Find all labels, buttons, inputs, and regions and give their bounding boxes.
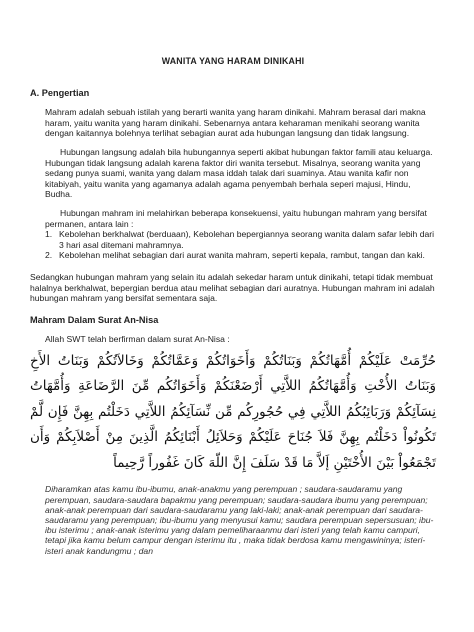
paragraph: Sedangkan hubungan mahram yang selain itu adalah sekedar haram untuk dinikahi, tetapi tidak membuat halalnya berkhalwat, bepergian berdua atau melihat sebagian dari auratnya. Hubungan mahram ini adalah hubungan mahram yang bersifat sementara saja. — [30, 271, 435, 304]
list-text: Kebolehan melihat sebagian dari aurat wanita mahram, seperti kepala, rambut, tangan dan kaki. — [59, 250, 425, 261]
list-number: 2. — [45, 250, 53, 261]
arabic-verse: حُرِّمَتْ عَلَيْكُمْ أُمَّهَاتُكُمْ وَبَنَاتُكُمْ وَأَخَوَاتُكُمْ وَعَمَّاتُكُمْ وَخَالاَتُكُمْ وَبَنَاتُ الأَخِ وَبَنَاتُ الأُخْتِ وَأُمَّهَاتُكُمُ اللاَّتِي أَرْضَعْنَكُمْ وَأَخَوَاتُكُم مِّنَ الرَّضَاعَةِ وَأُمَّهَاتُ نِسَآئِكُمْ وَرَبَائِبُكُمُ اللاَّتِي فِي حُجُورِكُم مِّن نِّسَآئِكُمُ اللاَّتِي دَخَلْتُم بِهِنَّ فَإِن لَّمْ تَكُونُواْ دَخَلْتُم بِهِنَّ فَلاَ جُنَاحَ عَلَيْكُمْ وَحَلاَئِلُ أَبْنَائِكُمُ الَّذِينَ مِنْ أَصْلاَبِكُمْ وَأَن تَجْمَعُواْ بَيْنَ الأُخْتَيْنِ إَلاَّ مَا قَدْ سَلَفَ إِنَّ اللّهَ كَانَ غَفُوراً رَّحِيماً — [30, 352, 436, 471]
list-item — [45, 250, 436, 261]
paragraph: Hubungan mahram ini melahirkan beberapa konsekuensi, yaitu hubungan mahram yang bersifat permanen, antara lain : — [45, 207, 427, 229]
list-text: Kebolehan berkhalwat (berduaan), Kebolehan bepergiannya seorang wanita dalam safar lebih dari 3 hari asal ditemani mahramnya. — [59, 229, 435, 250]
section-heading-an-nisa: Mahram Dalam Surat An-Nisa — [30, 314, 159, 325]
verse-translation: Diharamkan atas kamu ibu-ibumu, anak-anakmu yang perempuan ; saudara-saudaramu yang perempuan, saudara-saudara bapakmu yang perempuan; saudara-saudara ibumu yang perempuan; anak-anak perempuan dari saudara-saudaramu yang laki-laki; anak-anak perempuan dari saudara-saudaramu yang perempuan; ibu-ibumu yang menyusui kamu; saudara perempuan sepersusuan; ibu-ibu isterimu ; anak-anak isterimu yang dalam pemeliharaanmu dari isteri yang telah kamu campuri, tetapi jika kamu belum campur dengan isterimu itu , maka tidak berdosa kamu mengawininya; isteri-isteri anak kandungmu ; dan — [45, 484, 434, 556]
list-number: 1. — [45, 229, 53, 240]
paragraph: Hubungan langsung adalah bila hubungannya seperti akibat hubungan faktor famili atau keluarga. Hubungan tidak langsung adalah karena faktor diri wanita tersebut. Misalnya, seorang wanita yang sedang punya suami, wanita yang dalam masa iddah talak dari suaminya. Atau wanita kafir non kitabiyah, yaitu wanita yang agamanya adalah agama penyembah berhala seperi majusi, Hindu, Budha. — [45, 146, 433, 200]
section-heading-pengertian: A. Pengertian — [30, 87, 90, 98]
list-item — [45, 229, 436, 250]
paragraph: Mahram adalah sebuah istilah yang berarti wanita yang haram dinikahi. Mahram berasal dari makna haram, yaitu wanita yang haram dinikahi. Sebenarnya antara keharaman menikahi seorang wanita dengan kaitannya bolehnya terlihat sebagian aurat ada hubungan langsung dan tidak langsung. — [45, 107, 426, 139]
consequence-list — [30, 229, 436, 261]
verse-intro: Allah SWT telah berfirman dalam surat An-Nisa : — [45, 334, 230, 345]
page-title: WANITA YANG HARAM DINIKAHI — [161, 56, 305, 66]
